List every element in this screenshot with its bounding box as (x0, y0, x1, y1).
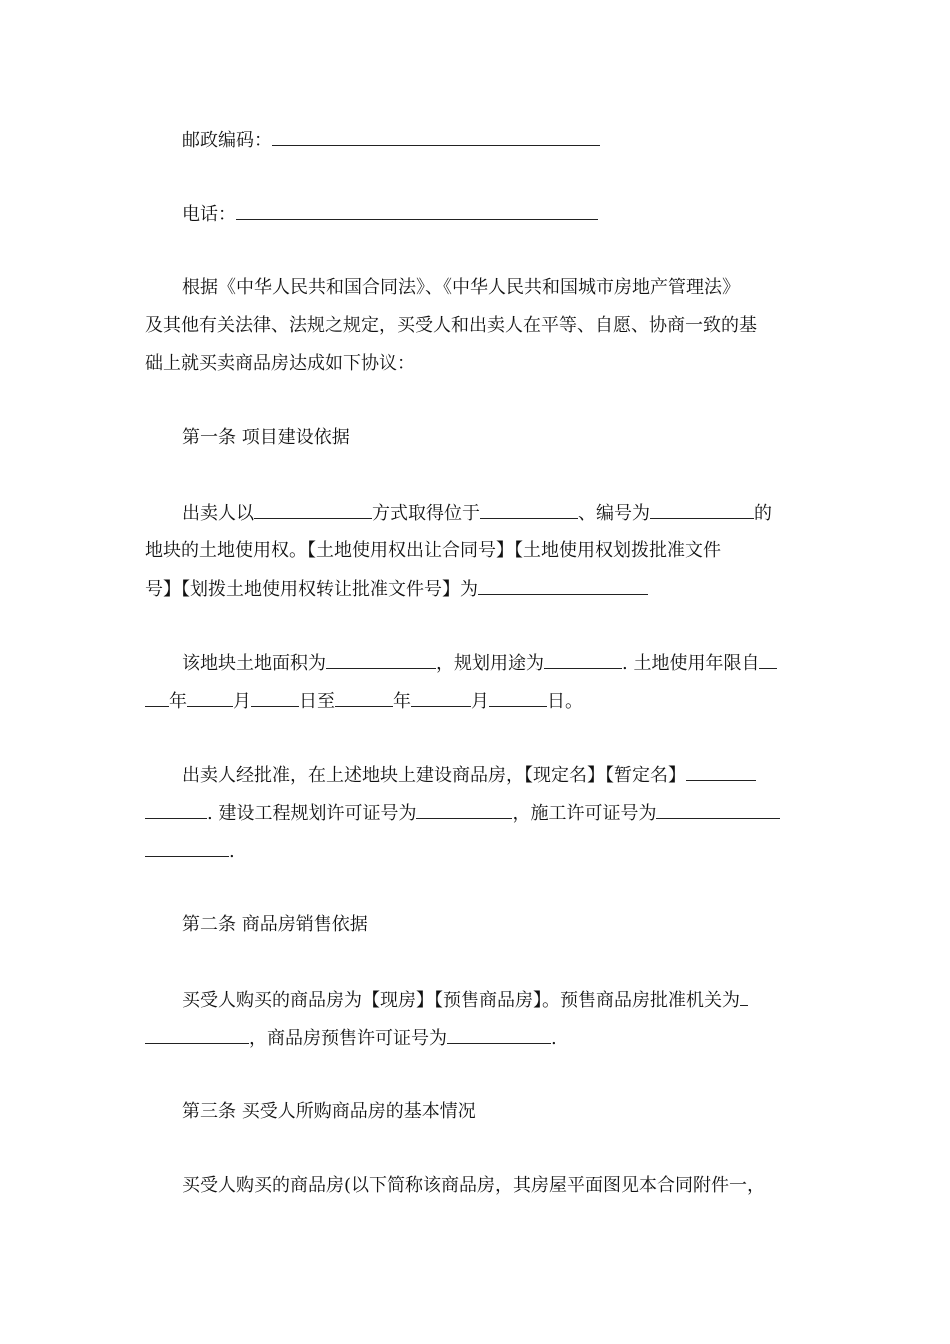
text-year-1: 年 (169, 691, 187, 712)
acquire-method-blank[interactable] (254, 501, 372, 519)
text-day-to: 日至 (299, 691, 335, 712)
phone-line (182, 202, 810, 226)
text-located-at: 方式取得位于 (372, 503, 480, 524)
article-1-p2-line-1 (182, 651, 810, 675)
text-period-1: . (229, 841, 235, 862)
approval-authority-blank-part2[interactable] (145, 1026, 249, 1044)
article-1-p2-line-2 (145, 689, 810, 713)
text-month-1: 月 (233, 691, 251, 712)
postal-code-label: 邮政编码： (182, 130, 272, 151)
text-presale-permit: ，商品房预售许可证号为 (249, 1028, 447, 1049)
text-use-term-from: . 土地使用年限自 (622, 653, 760, 674)
postal-code-blank[interactable] (272, 128, 600, 146)
intro-line-2: 及其他有关法律、法规之规定，买受人和出卖人在平等、自愿、协商一致的基 (145, 315, 757, 336)
start-year-blank-part1[interactable] (759, 651, 777, 669)
article-1-p1-line-1 (182, 501, 810, 525)
text-planned-use: ，规划用途为 (436, 653, 544, 674)
end-year-blank[interactable] (335, 689, 393, 707)
article-3-p1-line-1: 买受人购买的商品房(以下简称该商品房，其房屋平面图见本合同附件一， (182, 1175, 766, 1196)
end-month-blank[interactable] (411, 689, 471, 707)
approval-authority-blank-part1[interactable] (740, 988, 748, 1006)
project-name-blank-part1[interactable] (686, 763, 756, 781)
text-planning-permit: . 建设工程规划许可证号为 (207, 803, 417, 824)
article-1-p1-line-3 (145, 577, 810, 601)
start-year-blank-part2[interactable] (145, 689, 169, 707)
project-name-blank-part2[interactable] (145, 801, 207, 819)
intro-line-3: 础上就买卖商品房达成如下协议： (145, 353, 415, 374)
presale-permit-blank[interactable] (447, 1026, 551, 1044)
article-1-p3-line-3 (145, 839, 810, 863)
text-land-use-docs: 号】【划拨土地使用权转让批准文件号】为 (145, 579, 478, 600)
article-3-title: 第三条 买受人所购商品房的基本情况 (182, 1101, 476, 1122)
construction-permit-blank-part1[interactable] (656, 801, 780, 819)
planned-use-blank[interactable] (544, 651, 622, 669)
article-1-p1-line-2: 地块的土地使用权。【土地使用权出让合同号】【土地使用权划拨批准文件 (145, 540, 721, 561)
parcel-number-blank[interactable] (650, 501, 754, 519)
article-2-title: 第二条 商品房销售依据 (182, 914, 368, 935)
start-day-blank[interactable] (251, 689, 299, 707)
text-year-2: 年 (393, 691, 411, 712)
construction-permit-blank-part2[interactable] (145, 839, 229, 857)
text-approved-building: 出卖人经批准，在上述地块上建设商品房，【现定名】【暂定名】 (182, 765, 686, 786)
intro-line-1: 根据《中华人民共和国合同法》、《中华人民共和国城市房地产管理法》 (182, 277, 740, 298)
article-1-p3-line-1 (182, 763, 810, 787)
article-1-p3-line-2 (145, 801, 810, 825)
text-day-end: 日。 (547, 691, 583, 712)
end-day-blank[interactable] (489, 689, 547, 707)
land-use-document-number-blank[interactable] (478, 577, 648, 595)
text-of: 的 (754, 503, 772, 524)
text-land-area: 该地块土地面积为 (182, 653, 326, 674)
text-seller-via: 出卖人以 (182, 503, 254, 524)
postal-code-line (182, 128, 810, 152)
text-purchased-house-type: 买受人购买的商品房为【现房】【预售商品房】。预售商品房批准机关为 (182, 990, 740, 1011)
text-period-2: . (551, 1028, 557, 1049)
location-blank[interactable] (480, 501, 578, 519)
planning-permit-blank[interactable] (416, 801, 512, 819)
phone-label: 电话： (182, 204, 236, 225)
text-month-2: 月 (471, 691, 489, 712)
start-month-blank[interactable] (187, 689, 233, 707)
phone-blank[interactable] (236, 202, 598, 220)
land-area-blank[interactable] (326, 651, 436, 669)
article-2-p1-line-1 (182, 988, 810, 1012)
text-construction-permit: ，施工许可证号为 (512, 803, 657, 824)
text-numbered: 、编号为 (578, 503, 650, 524)
article-2-p1-line-2 (145, 1026, 810, 1050)
article-1-title: 第一条 项目建设依据 (182, 427, 350, 448)
